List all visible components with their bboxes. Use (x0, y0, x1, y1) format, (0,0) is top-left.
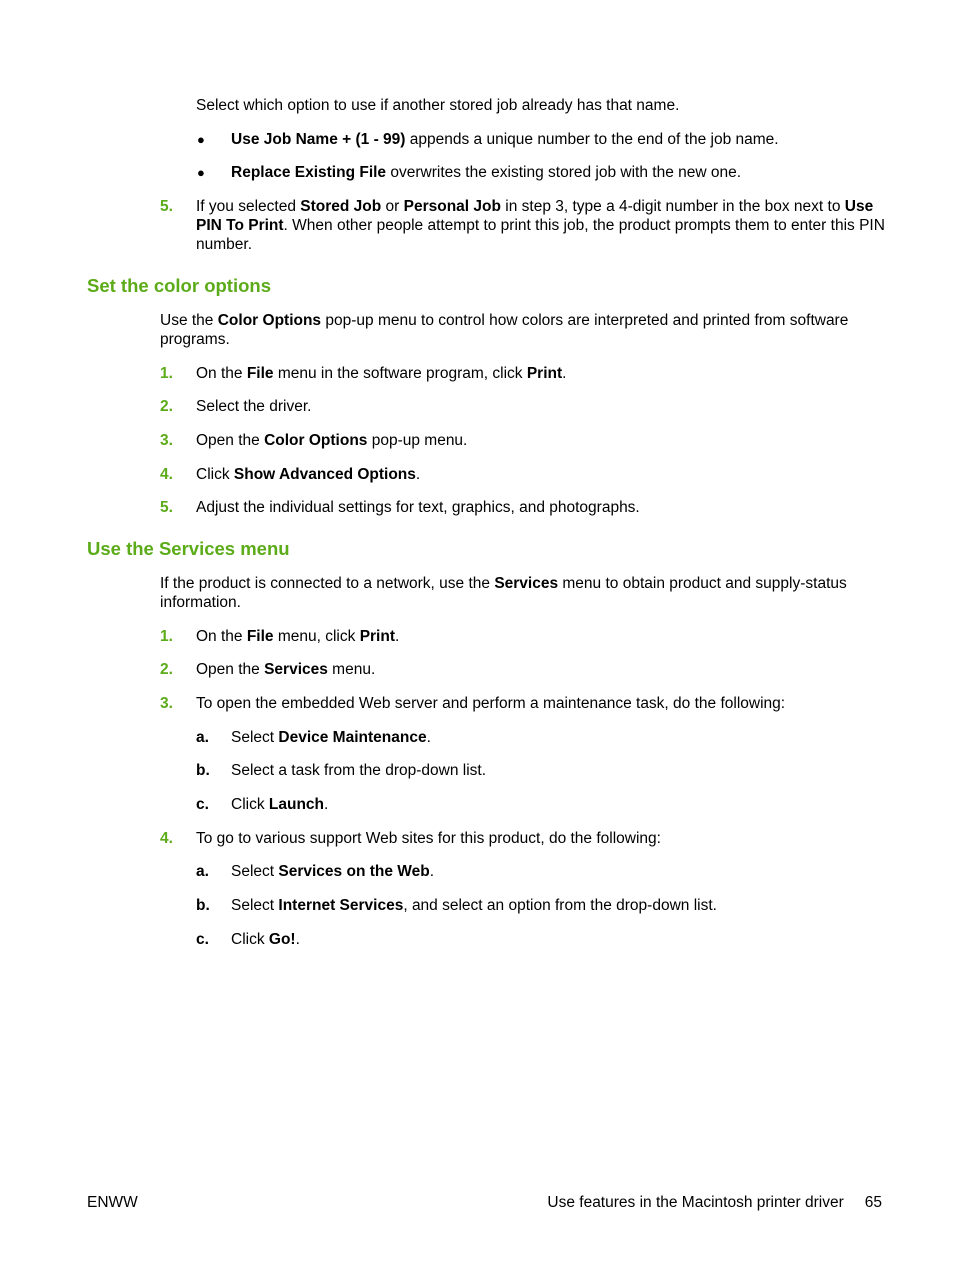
bold-run: Services on the Web (278, 863, 430, 880)
step-text (196, 829, 661, 848)
bold-run: Go! (268, 931, 296, 948)
substep-letter: c. (196, 796, 209, 813)
bullet-item (231, 130, 779, 149)
text-run: To open the embedded Web server and perform a maintenance task, do the following: (196, 695, 786, 712)
section-heading-color-options: Set the color options (87, 275, 271, 296)
substep-letter: c. (196, 931, 209, 948)
text-run: . (324, 796, 329, 813)
text-run: Click (196, 466, 234, 483)
bold-run: Color Options (217, 312, 322, 329)
text-run: Select a task from the drop-down list. (231, 762, 487, 779)
option-name: Replace Existing File (231, 164, 387, 181)
section-intro (160, 311, 885, 349)
step-number: 4. (160, 466, 173, 483)
text-run: Select (231, 897, 279, 914)
bullet-marker: ● (197, 165, 205, 180)
step-number: 2. (160, 398, 173, 415)
text-run: pop-up menu to control how colors are interpreted and printed from software programs. (160, 312, 849, 348)
bold-run: Print (359, 628, 395, 645)
text-run: Open the (196, 432, 265, 449)
step-text (196, 660, 375, 679)
text-run: On the (196, 365, 247, 382)
option-desc: appends a unique number to the end of the job name. (405, 131, 779, 148)
footer-chapter-title: Use features in the Macintosh printer driver (547, 1194, 844, 1211)
bold-run: Internet Services (278, 897, 404, 914)
step-text (196, 465, 420, 484)
substep-text (231, 930, 300, 949)
text-run: . (429, 863, 435, 880)
text-run: Click (231, 796, 269, 813)
step-text (196, 694, 785, 713)
text-run: menu in the software program, click (273, 365, 527, 382)
bold-run: Device Maintenance (278, 729, 427, 746)
step-number: 2. (160, 661, 173, 678)
text-run: or (381, 198, 404, 215)
substep-letter: b. (196, 897, 210, 914)
text-run: Click (231, 931, 269, 948)
substep-text (231, 896, 717, 915)
bold-run: File (246, 628, 274, 645)
step-text (196, 197, 886, 254)
bold-run: Launch (268, 796, 325, 813)
step-text (196, 627, 399, 646)
step-number: 5. (160, 499, 173, 516)
section-intro (160, 574, 885, 612)
option-desc: overwrites the existing stored job with the new one. (386, 164, 742, 181)
bold-run: Personal Job (403, 198, 501, 215)
bold-run: Stored Job (300, 198, 382, 215)
text-run: . (415, 466, 421, 483)
text-run: Open the (196, 661, 265, 678)
substep-letter: b. (196, 762, 210, 779)
text-run: Adjust the individual settings for text, graphics, and photographs. (196, 499, 640, 516)
footer-left-label: ENWW (87, 1194, 138, 1211)
substep-letter: a. (196, 729, 209, 746)
text-run: , and select an option from the drop-down list. (403, 897, 717, 914)
substep-text (231, 761, 486, 780)
step-text (196, 431, 467, 450)
text-run: To go to various support Web sites for this product, do the following: (196, 830, 661, 847)
bold-run: Services (494, 575, 559, 592)
step-text (196, 364, 566, 383)
bullet-marker: ● (197, 132, 205, 147)
step-number: 1. (160, 365, 173, 382)
text-run: . (426, 729, 431, 746)
text-run: On the (196, 628, 247, 645)
step-number: 3. (160, 695, 173, 712)
text-run: If the product is connected to a network, use the (160, 575, 495, 592)
step-number: 3. (160, 432, 173, 449)
substep-text (231, 728, 431, 747)
text-run: menu to obtain product and supply-status information. (160, 575, 847, 611)
text-run: . When other people attempt to print this job, the product prompts them to enter this PIN number. (196, 217, 885, 253)
step-number: 4. (160, 830, 173, 847)
bold-run: File (246, 365, 274, 382)
step-text (196, 397, 311, 416)
step-number: 1. (160, 628, 173, 645)
text-run: If you selected (196, 198, 301, 215)
footer-right (547, 1193, 882, 1212)
text-run: Select (231, 729, 279, 746)
substep-letter: a. (196, 863, 209, 880)
text-run: . (295, 931, 300, 948)
bold-run: Color Options (264, 432, 368, 449)
text-run: . (395, 628, 400, 645)
section-heading-services-menu: Use the Services menu (87, 538, 290, 559)
text-run: menu, click (273, 628, 360, 645)
text-run: . (562, 365, 567, 382)
text-run: Use the (160, 312, 218, 329)
page-number: 65 (864, 1194, 882, 1211)
step-number: 5. (160, 198, 173, 215)
intro-paragraph: Select which option to use if another stored job already has that name. (196, 97, 680, 114)
substep-text (231, 795, 328, 814)
step-text (196, 498, 640, 517)
text-run: Select (231, 863, 279, 880)
bold-run: Show Advanced Options (233, 466, 416, 483)
bold-run: Print (526, 365, 563, 382)
text-run: menu. (327, 661, 376, 678)
bold-run: Use PIN To Print (196, 198, 874, 234)
substep-text (231, 862, 434, 881)
option-name: Use Job Name + (1 - 99) (231, 131, 406, 148)
bullet-item (231, 163, 741, 182)
text-run: Select the driver. (196, 398, 312, 415)
text-run: pop-up menu. (367, 432, 468, 449)
text-run: in step 3, type a 4-digit number in the box next to (500, 198, 845, 215)
bold-run: Services (264, 661, 328, 678)
